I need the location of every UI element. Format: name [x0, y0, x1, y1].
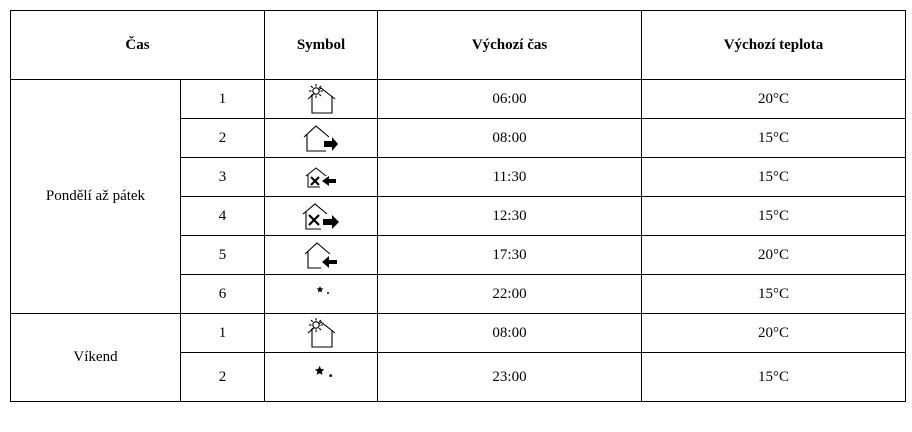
- header-vychozi-teplota: Výchozí teplota: [642, 11, 906, 80]
- header-cas: Čas: [11, 11, 265, 80]
- row-temp: 15°C: [642, 275, 906, 314]
- moon-icon: [300, 359, 342, 395]
- row-time: 06:00: [378, 80, 642, 119]
- row-temp: 15°C: [642, 158, 906, 197]
- row-temp: 20°C: [642, 314, 906, 353]
- row-index: 2: [181, 353, 265, 402]
- row-index: 2: [181, 119, 265, 158]
- moon-icon: [306, 281, 336, 307]
- schedule-table: [10, 10, 906, 402]
- header-vychozi-cas: Výchozí čas: [378, 11, 642, 80]
- symbol-cell: [265, 197, 378, 236]
- row-temp: 15°C: [642, 197, 906, 236]
- cutlery-leave-icon: [301, 201, 341, 231]
- row-time: 17:30: [378, 236, 642, 275]
- row-time: 08:00: [378, 314, 642, 353]
- row-index: 1: [181, 80, 265, 119]
- symbol-cell: [265, 119, 378, 158]
- row-index: 6: [181, 275, 265, 314]
- row-time: 23:00: [378, 353, 642, 402]
- cutlery-return-icon: [304, 165, 338, 189]
- row-time: 11:30: [378, 158, 642, 197]
- symbol-cell: [265, 236, 378, 275]
- house-return-icon: [303, 240, 339, 270]
- header-row: [11, 11, 906, 80]
- sun-house-icon: [304, 83, 338, 115]
- symbol-cell: [265, 275, 378, 314]
- header-symbol: Symbol: [265, 11, 378, 80]
- row-temp: 20°C: [642, 236, 906, 275]
- row-temp: 20°C: [642, 80, 906, 119]
- house-leave-icon: [302, 123, 340, 153]
- group-label-weekend: Víkend: [11, 314, 181, 402]
- symbol-cell: [265, 80, 378, 119]
- sun-house-icon: [304, 317, 338, 349]
- symbol-cell: [265, 353, 378, 402]
- row-index: 5: [181, 236, 265, 275]
- row-index: 3: [181, 158, 265, 197]
- row-index: 1: [181, 314, 265, 353]
- symbol-cell: [265, 158, 378, 197]
- group-label-weekdays: Pondělí až pátek: [11, 80, 181, 314]
- row-time: 12:30: [378, 197, 642, 236]
- row-time: 22:00: [378, 275, 642, 314]
- table-row: [11, 80, 906, 119]
- row-time: 08:00: [378, 119, 642, 158]
- table-row: [11, 314, 906, 353]
- symbol-cell: [265, 314, 378, 353]
- row-temp: 15°C: [642, 119, 906, 158]
- row-index: 4: [181, 197, 265, 236]
- row-temp: 15°C: [642, 353, 906, 402]
